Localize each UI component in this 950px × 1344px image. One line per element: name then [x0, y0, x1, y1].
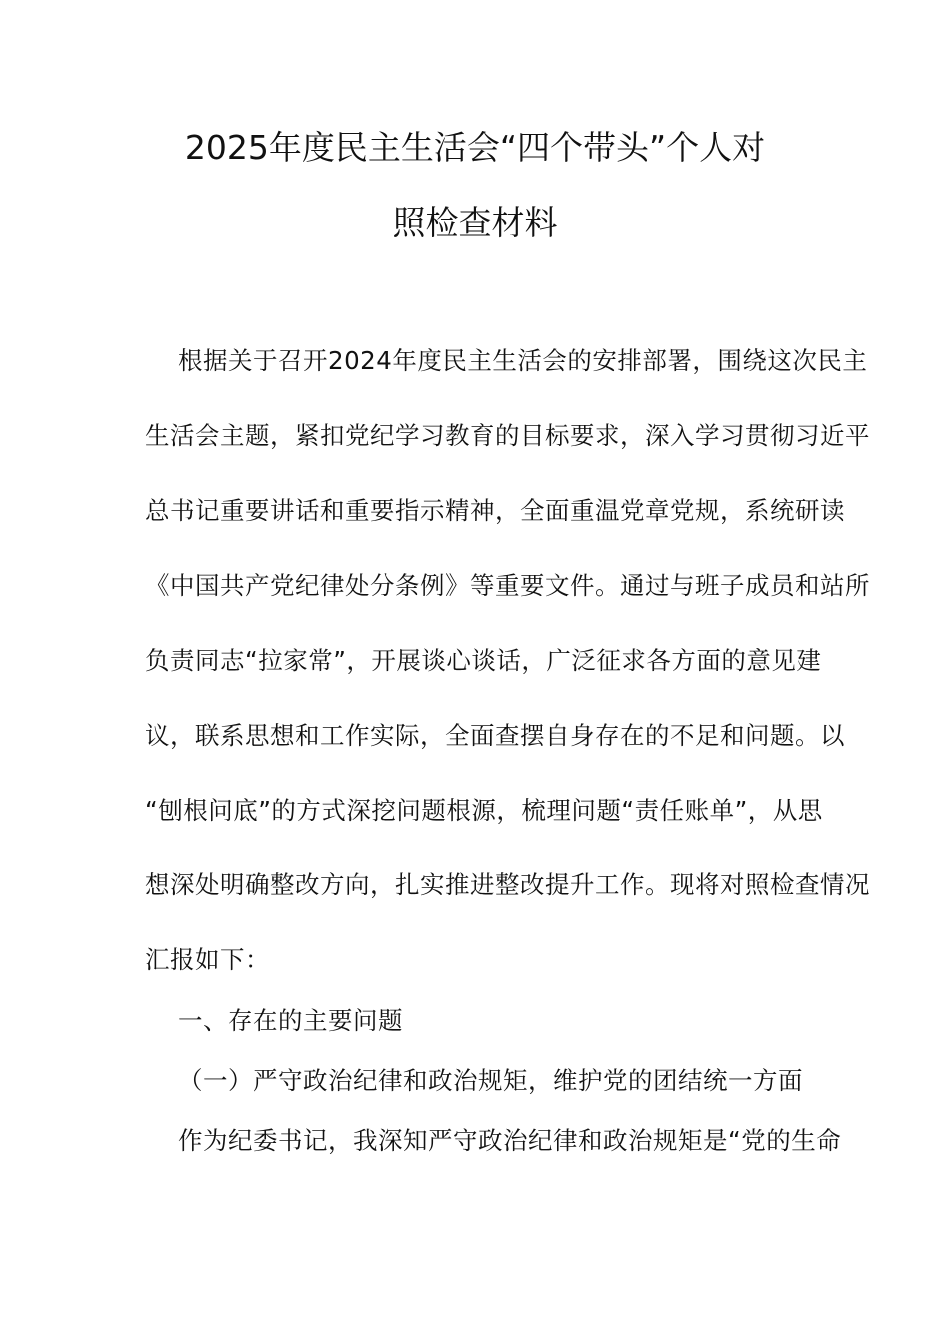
section-heading: 一、存在的主要问题 [178, 1006, 403, 1035]
paragraph-line: 《中国共产党纪律处分条例》等重要文件。通过与班子成员和站所 [145, 571, 870, 600]
document-title-line-2: 照检查材料 [392, 203, 558, 242]
paragraph-line: 想深处明确整改方向，扎实推进整改提升工作。现将对照检查情况 [145, 870, 870, 899]
subsection-heading: （一）严守政治纪律和政治规矩，维护党的团结统一方面 [178, 1066, 803, 1095]
paragraph-line: “刨根问底”的方式深挖问题根源，梳理问题“责任账单”，从思 [145, 796, 823, 825]
paragraph-line: 汇报如下： [145, 945, 270, 974]
paragraph-line: 生活会主题，紧扣党纪学习教育的目标要求，深入学习贯彻习近平 [145, 421, 870, 450]
paragraph-line: 根据关于召开2024年度民主生活会的安排部署，围绕这次民主 [178, 346, 868, 375]
paragraph-line: 议，联系思想和工作实际，全面查摆自身存在的不足和问题。以 [145, 721, 845, 750]
paragraph-line: 总书记重要讲话和重要指示精神，全面重温党章党规，系统研读 [145, 496, 845, 525]
paragraph-line: 负责同志“拉家常”，开展谈心谈话，广泛征求各方面的意见建 [145, 646, 822, 675]
document-title-line-1: 2025年度民主生活会“四个带头”个人对 [184, 128, 766, 167]
paragraph-line: 作为纪委书记，我深知严守政治纪律和政治规矩是“党的生命 [178, 1126, 842, 1155]
